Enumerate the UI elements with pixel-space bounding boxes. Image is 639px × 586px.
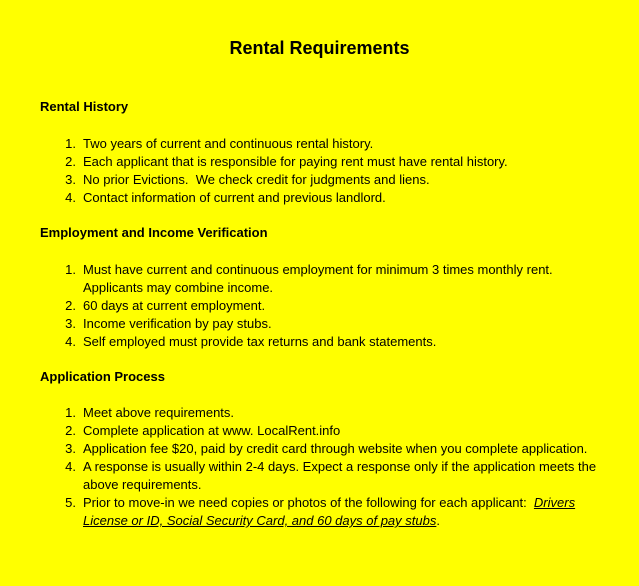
list-item: 2. 60 days at current employment.	[65, 298, 266, 313]
list-item: 2. Each applicant that is responsible for paying rent must have rental history.	[65, 154, 508, 169]
section-heading-application-process: Application Process	[40, 369, 165, 384]
list-item: 2. Complete application at www. LocalRent.info	[65, 423, 341, 438]
list-item: 3. Application fee $20, paid by credit card through website when you complete application.	[65, 441, 588, 456]
page-title: Rental Requirements	[229, 38, 410, 58]
list-item: 3. Income verification by pay stubs.	[65, 316, 272, 331]
list-item: 1. Must have current and continuous employment for minimum 3 times monthly rent. Applicants may combine income.	[65, 262, 553, 295]
application-process-list	[0, 404, 603, 530]
rental-history-list	[0, 135, 603, 207]
list-item: 4. A response is usually within 2-4 days. Expect a response only if the application meets the above requirements.	[65, 459, 597, 492]
required-documents-text: Drivers License or ID, Social Security Card, and 60 days of pay stubs	[83, 495, 576, 528]
list-item: 1. Meet above requirements.	[65, 405, 235, 420]
list-item: 4. Contact information of current and previous landlord.	[65, 190, 386, 205]
list-item: 4. Self employed must provide tax returns and bank statements.	[65, 334, 437, 349]
list-item: 5. Prior to move-in we need copies or photos of the following for each applicant: Drivers License or ID, Social Security Card, and 60 days of pay stubs.	[65, 495, 576, 528]
list-item: 3. No prior Evictions. We check credit for judgments and liens.	[65, 172, 430, 187]
section-heading-employment: Employment and Income Verification	[40, 225, 268, 240]
section-heading-rental-history: Rental History	[40, 99, 129, 114]
list-item: 1. Two years of current and continuous rental history.	[65, 136, 374, 151]
employment-list	[0, 261, 603, 351]
